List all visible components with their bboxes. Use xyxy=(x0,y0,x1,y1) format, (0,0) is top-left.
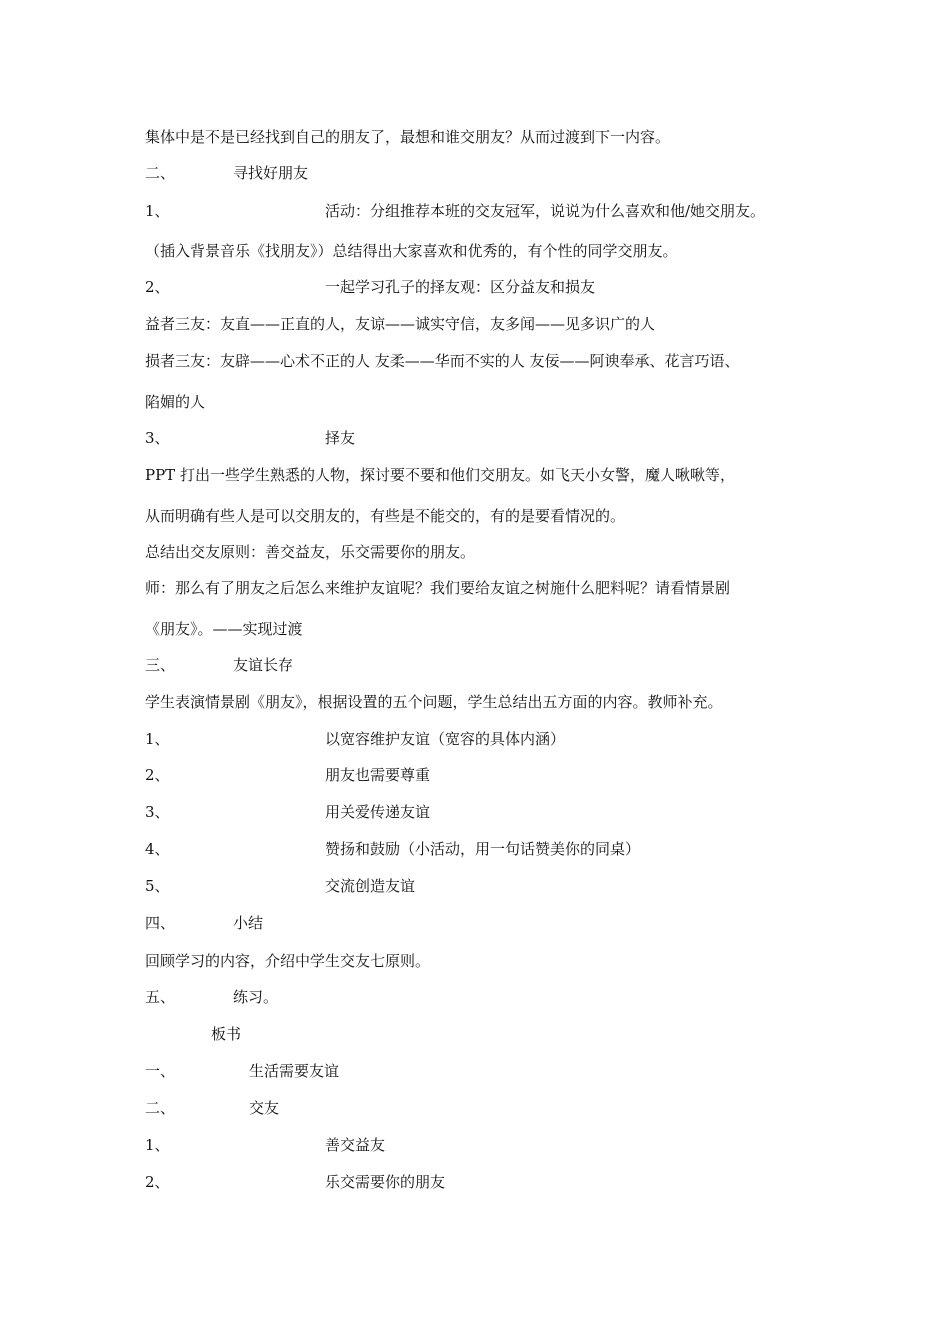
section-5-title: 练习。 xyxy=(233,988,279,1006)
section-4-number: 四、 xyxy=(145,914,176,932)
board-2-text: 交友 xyxy=(249,1099,280,1117)
paragraph-teacher-2: 《朋友》。——实现过渡 xyxy=(145,620,303,638)
item-1-number: 1、 xyxy=(145,202,170,220)
item-2-number: 2、 xyxy=(145,278,170,296)
board-2-number: 二、 xyxy=(145,1099,176,1117)
section-5-number: 五、 xyxy=(145,988,176,1006)
paragraph-clarify: 从而明确有些人是可以交朋友的，有些是不能交的，有的是要看情况的。 xyxy=(145,507,626,525)
paragraph-review: 回顾学习的内容，介绍中学生交友七原则。 xyxy=(145,952,431,970)
section-2-title: 寻找好朋友 xyxy=(233,164,309,182)
point-3-text: 用关爱传递友谊 xyxy=(325,803,431,821)
section-3-title: 友谊长存 xyxy=(233,656,294,674)
point-1-text: 以宽容维护友谊（宽容的具体内涵） xyxy=(325,730,566,748)
paragraph-insert-music: （插入背景音乐《找朋友》）总结得出大家喜欢和优秀的，有个性的同学交朋友。 xyxy=(145,242,678,260)
board-1-text: 生活需要友谊 xyxy=(249,1062,340,1080)
paragraph-performance: 学生表演情景剧《朋友》，根据设置的五个问题，学生总结出五方面的内容。教师补充。 xyxy=(145,693,723,711)
point-2-text: 朋友也需要尊重 xyxy=(325,766,431,784)
board-2-2-text: 乐交需要你的朋友 xyxy=(325,1173,446,1191)
paragraph-beneficial-friends: 益者三友：友直——正直的人，友谅——诚实守信，友多闻——见多识广的人 xyxy=(145,315,656,333)
point-4-text: 赞扬和鼓励（小活动，用一句话赞美你的同桌） xyxy=(325,840,641,858)
paragraph-ppt: PPT 打出一些学生熟悉的人物，探讨要不要和他们交朋友。如飞天小女警，魔人啾啾等， xyxy=(145,466,735,484)
point-4-number: 4、 xyxy=(145,840,170,858)
paragraph-harmful-friends-1: 损者三友：友辟——心术不正的人 友柔——华而不实的人 友佞——阿谀奉承、花言巧语、 xyxy=(145,352,740,370)
item-3-number: 3、 xyxy=(145,429,170,447)
section-3-number: 三、 xyxy=(145,656,176,674)
board-2-2-number: 2、 xyxy=(145,1173,170,1191)
board-1-number: 一、 xyxy=(145,1062,176,1080)
item-2-text: 一起学习孔子的择友观：区分益友和损友 xyxy=(325,278,596,296)
section-2-number: 二、 xyxy=(145,164,176,182)
paragraph-harmful-friends-2: 陷媚的人 xyxy=(145,393,206,411)
item-1-text: 活动：分组推荐本班的交友冠军，说说为什么喜欢和他/她交朋友。 xyxy=(325,202,766,220)
point-5-text: 交流创造友谊 xyxy=(325,877,416,895)
point-5-number: 5、 xyxy=(145,877,170,895)
point-3-number: 3、 xyxy=(145,803,170,821)
board-2-1-number: 1、 xyxy=(145,1136,170,1154)
item-3-text: 择友 xyxy=(325,429,356,447)
point-2-number: 2、 xyxy=(145,766,170,784)
board-title: 板书 xyxy=(211,1025,242,1043)
section-4-title: 小结 xyxy=(233,914,264,932)
paragraph-principle: 总结出交友原则：善交益友，乐交需要你的朋友。 xyxy=(145,543,476,561)
point-1-number: 1、 xyxy=(145,730,170,748)
paragraph-teacher-1: 师：那么有了朋友之后怎么来维护友谊呢？我们要给友谊之树施什么肥料呢？请看情景剧 xyxy=(145,579,731,597)
board-2-1-text: 善交益友 xyxy=(325,1136,386,1154)
paragraph-transition: 集体中是不是已经找到自己的朋友了，最想和谁交朋友？从而过渡到下一内容。 xyxy=(145,128,671,146)
